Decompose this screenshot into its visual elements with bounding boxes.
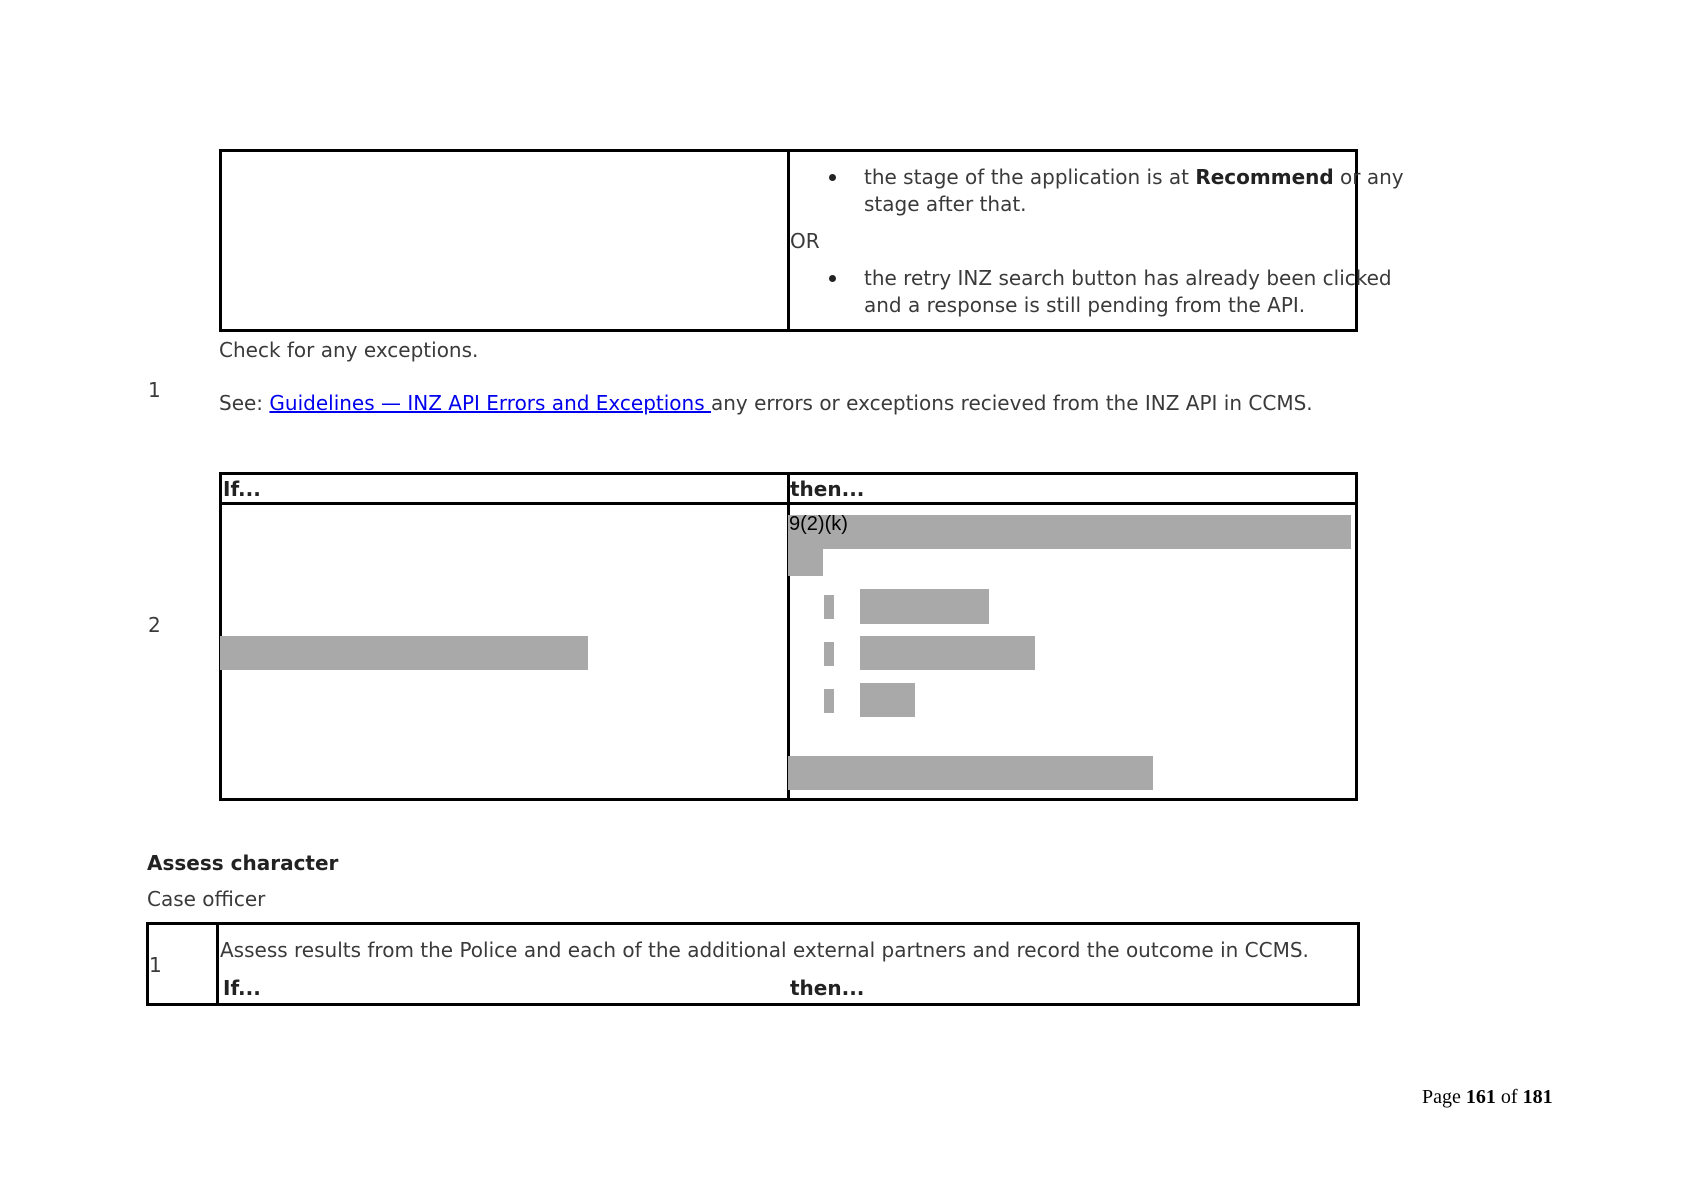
assess-header-if: If...: [223, 976, 261, 1000]
step-number-1: 1: [148, 378, 161, 402]
assess-row-text: Assess results from the Police and each of the additional external partners and record the outcome in CCMS.: [220, 938, 1309, 962]
header-then: then...: [790, 477, 865, 501]
bullet-stage-recommend-line1: the stage of the application is at Recommend or any: [864, 165, 1404, 189]
assess-table-divider: [216, 922, 219, 1006]
guidelines-inz-api-errors-link[interactable]: Guidelines — INZ API Errors and Exceptions: [269, 391, 711, 415]
header-if: If...: [223, 477, 261, 501]
redaction-block: [860, 636, 1035, 670]
redaction-bullet: [824, 689, 834, 713]
bullet-marker: [829, 174, 836, 181]
check-exceptions-text: Check for any exceptions.: [219, 338, 479, 362]
or-label: OR: [790, 229, 820, 253]
redaction-code: 9(2)(k): [789, 513, 848, 535]
redaction-bullet: [824, 642, 834, 666]
redaction-block: [220, 636, 588, 670]
redaction-bullet: [824, 595, 834, 619]
assess-character-heading: Assess character: [147, 851, 339, 875]
redaction-block: [788, 756, 1153, 790]
assess-row-number: 1: [149, 953, 162, 977]
assess-table: [146, 922, 1360, 1006]
bullet-retry-line2: and a response is still pending from the API.: [864, 293, 1306, 317]
bullet-marker: [829, 275, 836, 282]
case-officer-label: Case officer: [147, 887, 266, 911]
bullet-retry-line1: the retry INZ search button has already been clicked: [864, 266, 1392, 290]
redaction-block: [860, 683, 915, 717]
step-number-2: 2: [148, 613, 161, 637]
page-number: Page 161 of 181: [1422, 1086, 1553, 1108]
assess-header-then: then...: [790, 976, 865, 1000]
see-guidelines-line: See: Guidelines — INZ API Errors and Exceptions any errors or exceptions recieved from the INZ API in CCMS.: [219, 391, 1313, 415]
redaction-block: [788, 515, 1351, 549]
redaction-block: [788, 549, 823, 576]
redaction-block: [860, 589, 989, 624]
if-then-header-rule: [219, 502, 1358, 505]
bullet-stage-recommend-line2: stage after that.: [864, 192, 1027, 216]
